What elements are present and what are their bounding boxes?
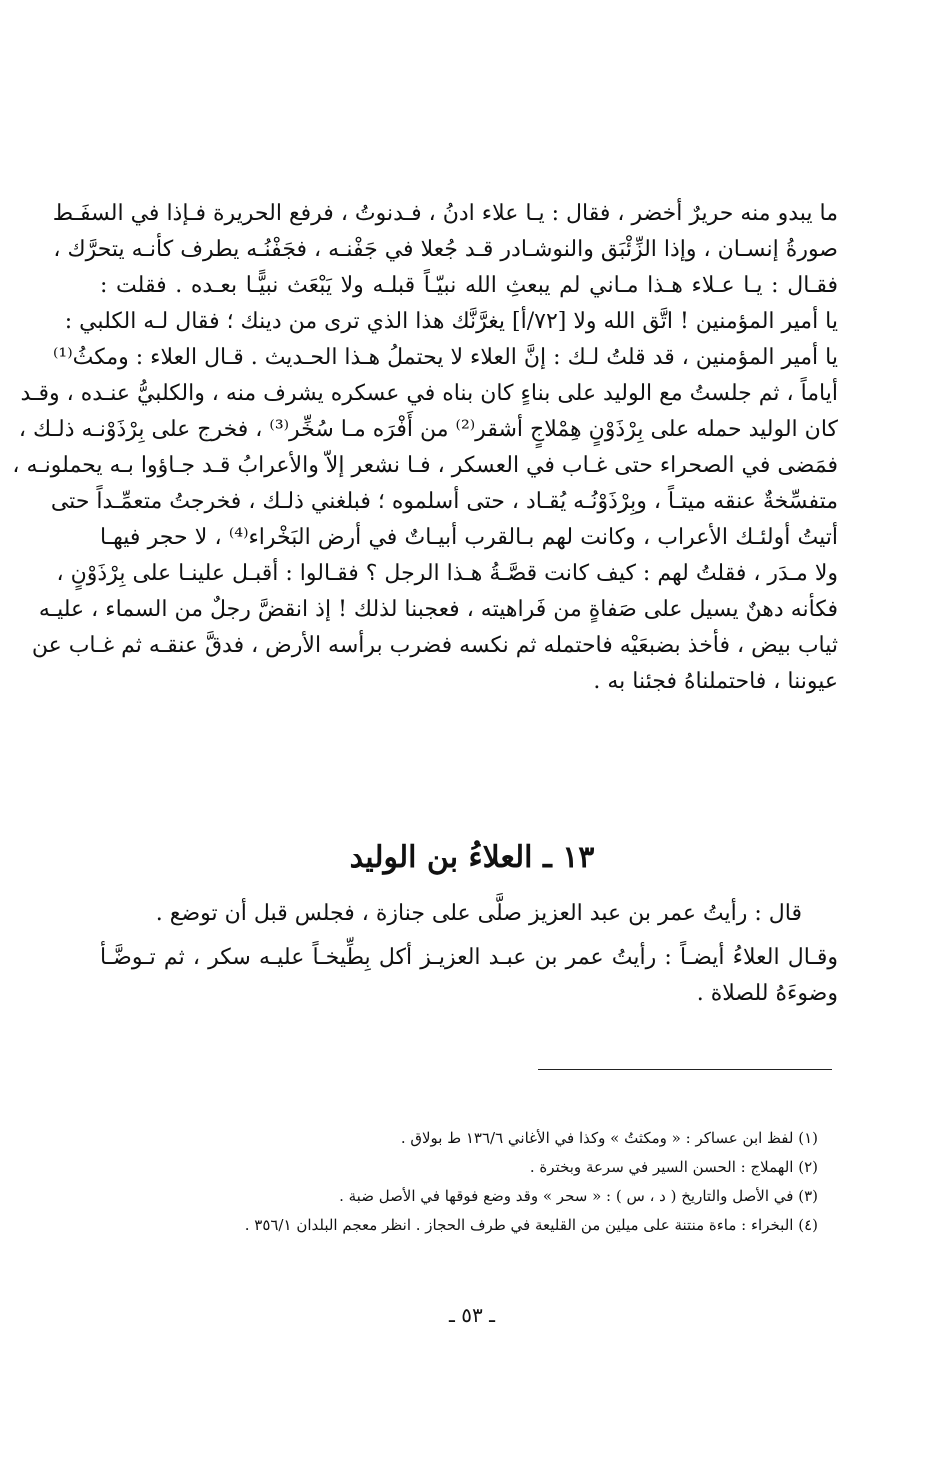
body-line: صورةُ إنسـان ، وإذا الزِّئْبَق والنوشـادر قـد جُعلا في جَفْنـه ، فجَفْنُـه يطرف كأنـه يتحرَّك ، [53,237,838,262]
section-line: وضوءَهُ للصلاة . [696,981,838,1006]
body-line: ثياب بيض ، فأخذ بضبعَيْه فاحتمله ثم نكسه فضرب برأسه الأرض ، فدقَّ عنقـه ثم غـاب عن [31,633,838,658]
page-number: ـ ٥٣ ـ [449,1303,495,1327]
body-line: فمَضى في الصحراء حتى غـاب في العسكر ، فـا نشعر إلاّ والأعرابُ قـد جـاؤوا بـه يحملونـه ، [12,453,838,478]
footnote-separator [538,1069,832,1070]
section-heading: ١٣ ـ العلاءُ بن الوليد [349,840,595,875]
footnote: (٤) البخراء : ماءة منتنة على ميلين من القليعة في طرف الحجاز . انظر معجم البلدان ٣٥٦/١ . [244,1216,818,1234]
body-line: عيوننا ، فاحتملناهُ فجئنا به . [593,669,838,694]
footnote: (٣) في الأصل والتاريخ ( د ، س ) : « سحر » وقد وضع فوقها في الأصل ضبة . [339,1187,818,1205]
section-line: وقـال العلاءُ أيضـاً : رأيتُ عمر بن عبـد العزيـز أكل بِطِّيخـاً عليـه سكر ، ثم تـوضَّـأ [100,945,838,970]
body-line: فكأنه دهنٌ يسيل على صَفاةٍ من فَراهيته ، فعجبنا لذلك ! إذ انقضَّ رجلٌ من السماء ، عليـه [38,597,838,622]
body-line: ولا مـدَر ، فقلتُ لهم : كيف كانت قصَّـةُ هـذا الرجل ؟ فقـالوا : أقبـل علينـا على بِرْذَوْنٍ ، [56,561,838,586]
footnote: (٢) الهملاج : الحسن السير في سرعة وبخترة . [529,1158,818,1176]
body-line: كان الوليد حمله على بِرْذَوْنٍ هِمْلاجٍ أشقر⁽²⁾ من أَفْرَه مـا سُخِّر⁽³⁾ ، فخرج على بِرْذَوْنـه ذلـك ، [18,417,838,442]
body-line: أتيتُ أولئـك الأعراب ، وكانت لهم بـالقرب أبيـاتٌ في أرض البَخْراء⁽⁴⁾ ، لا حجر فيهـا [100,525,838,550]
body-line: أياماً ، ثم جلستُ مع الوليد على بناءٍ كان بناه في عسكره يشرف منه ، والكلبيُّ عنـده ، وقـد [20,381,838,406]
body-line: متفسِّخةٌ عنقه ميتـاً ، وبِرْذَوْنُـه يُقـاد ، حتى أسلموه ؛ فبلغني ذلـك ، فخرجتُ متعمِّـداً حتى [50,489,838,514]
body-line: يا أمير المؤمنين ، قد قلتُ لـك : إنَّ العلاء لا يحتملُ هـذا الحـديث . قـال العلاء : ومكثُ⁽¹⁾ [52,345,838,370]
body-line: ما يبدو منه حريرٌ أخضر ، فقال : يـا علاء ادنُ ، فـدنوتُ ، فرفع الحريرة فـإذا في السفَـط [52,201,838,226]
body-line: فقـال : يـا عـلاء هـذا مـاني لم يبعثِ الله نبيّـاً قبلـه ولا يَبْعَث نبيًّـا بعـده . فقلت : [100,273,838,298]
footnote: (١) لفظ ابن عساكر : « ومكثتُ » وكذا في الأغاني ١٣٦/٦ ط بولاق . [400,1129,818,1147]
body-line: يا أمير المؤمنين ! اتَّق الله ولا [٧٢/أ] يغرَّنَّك هذا الذي ترى من دينك ؛ فقال لـه الكلبي : [64,309,838,334]
section-line: قال : رأيتُ عمر بن عبد العزيز صلَّى على جنازة ، فجلس قبل أن توضع . [155,901,802,926]
